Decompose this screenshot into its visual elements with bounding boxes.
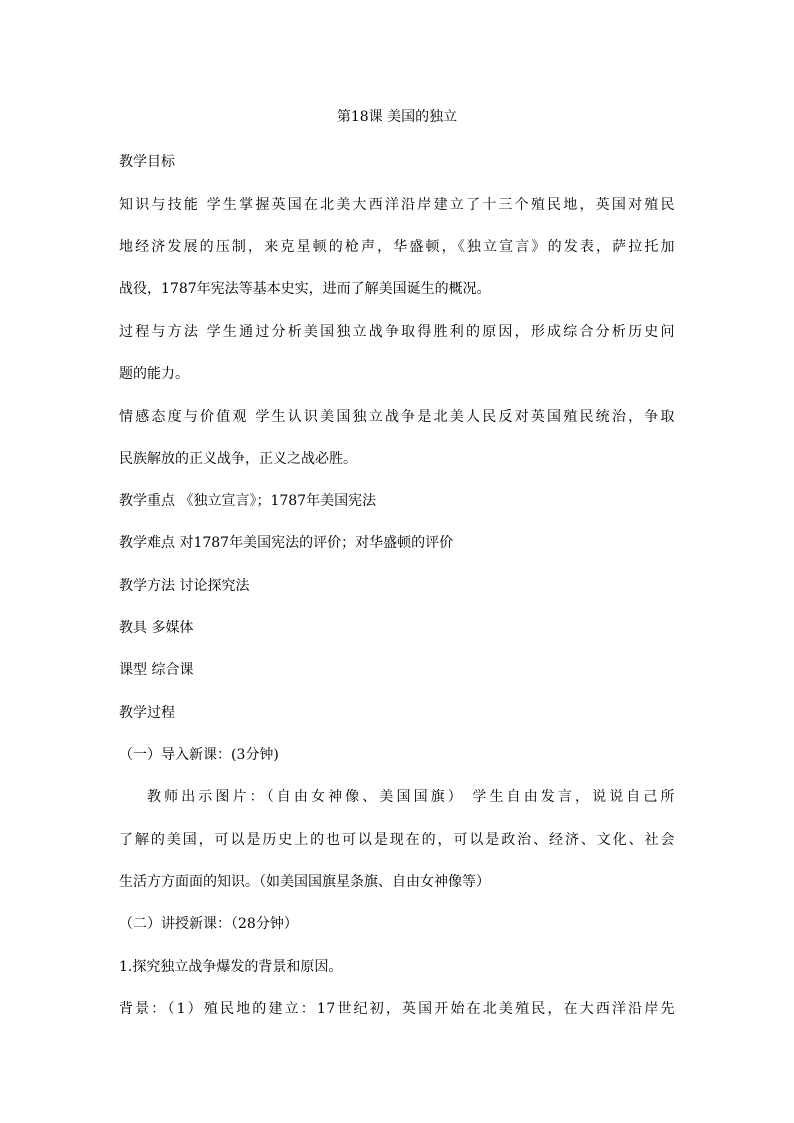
- paragraph-line: 知识与技能 学生掌握英国在北美大西洋沿岸建立了十三个殖民地，英国对殖民: [119, 197, 675, 213]
- lesson-type-line: 课型 综合课: [119, 662, 194, 678]
- paragraph-line: 背景：（1）殖民地的建立：17世纪初，英国开始在北美殖民，在大西洋沿岸先: [119, 1001, 675, 1017]
- paragraph-line: 地经济发展的压制，来克星顿的枪声，华盛顿，《独立宣言》的发表，萨拉托加: [119, 239, 675, 255]
- paragraph-line: 教师出示图片：（自由女神像、美国国旗） 学生自由发言，说说自己所: [147, 789, 675, 805]
- paragraph-line: 过程与方法 学生通过分析美国独立战争取得胜利的原因，形成综合分析历史问: [119, 324, 675, 340]
- section-heading-objectives: 教学目标: [119, 154, 175, 170]
- subsection-intro: （一）导入新课：(3分钟): [119, 747, 279, 763]
- paragraph-line: 生活方方面面的知识。（如美国国旗星条旗、自由女神像等）: [119, 874, 490, 890]
- subsection-new-lesson: （二）讲授新课：（28分钟）: [119, 916, 298, 932]
- paragraph-line: 了解的美国，可以是历史上的也可以是现在的，可以是政治、经济、文化、社会: [119, 832, 675, 848]
- lesson-title: 第18课 美国的独立: [336, 109, 458, 125]
- section-heading-process: 教学过程: [119, 705, 175, 721]
- method-line: 教学方法 讨论探究法: [119, 578, 250, 594]
- paragraph-line: 题的能力。: [119, 366, 189, 382]
- paragraph-line: 民族解放的正义战争，正义之战必胜。: [119, 451, 357, 467]
- tools-line: 教具 多媒体: [119, 620, 194, 636]
- numbered-item: 1.探究独立战争爆发的背景和原因。: [119, 959, 343, 975]
- paragraph-line: 情感态度与价值观 学生认识美国独立战争是北美人民反对英国殖民统治，争取: [119, 409, 675, 425]
- key-points-line: 教学重点 《独立宣言》；1787年美国宪法: [119, 493, 377, 509]
- difficulties-line: 教学难点 对1787年美国宪法的评价；对华盛顿的评价: [119, 535, 454, 551]
- paragraph-line: 战役，1787年宪法等基本史实，进而了解美国诞生的概况。: [119, 281, 491, 297]
